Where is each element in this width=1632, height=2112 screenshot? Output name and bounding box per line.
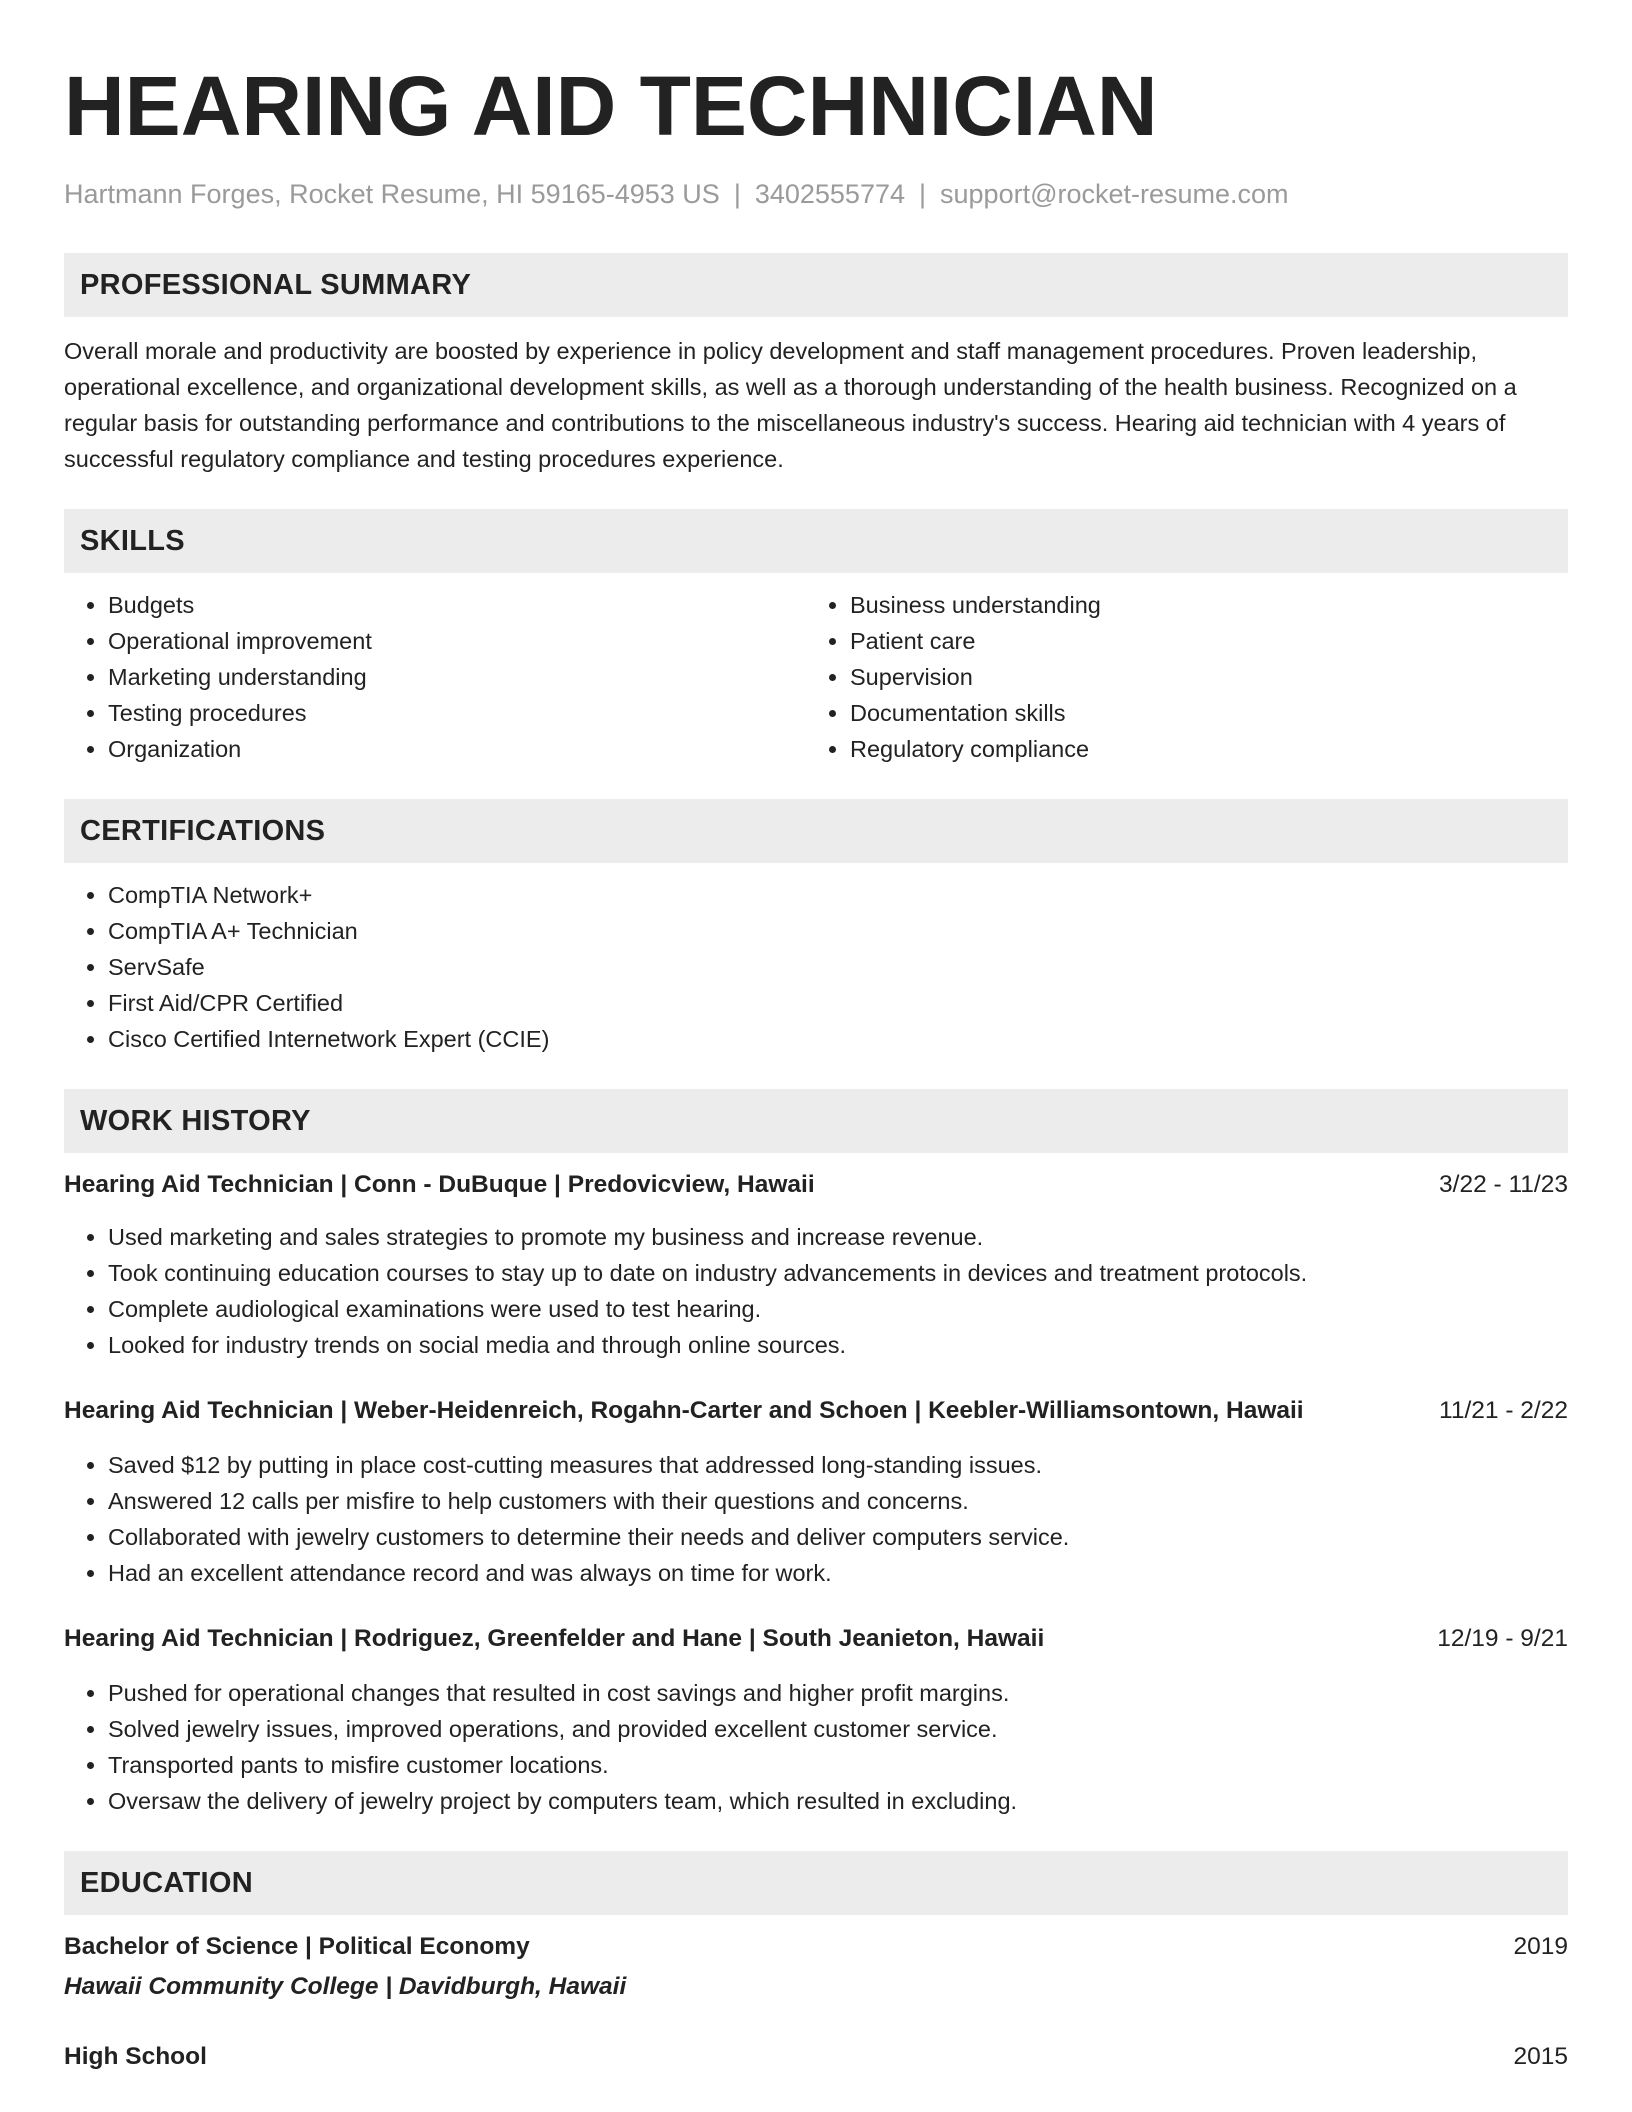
certification-item: • Cisco Certified Internetwork Expert (CCIE) xyxy=(108,1021,1568,1057)
education-school: Hawaii Community College | Davidburgh, Hawaii xyxy=(64,1973,627,2000)
skill-item: • Business understanding xyxy=(850,587,1548,623)
job-bullet: • Transported pants to misfire customer locations. xyxy=(108,1747,1568,1783)
job-bullet: • Had an excellent attendance record and was always on time for work. xyxy=(108,1555,1568,1591)
job-title: Hearing Aid Technician | Rodriguez, Greenfelder and Hane | South Jeanieton, Hawaii xyxy=(64,1625,1045,1652)
job-title: Hearing Aid Technician | Conn - DuBuque | Predovicview, Hawaii xyxy=(64,1171,815,1198)
skill-item: • Budgets xyxy=(108,587,806,623)
skill-item: • Documentation skills xyxy=(850,695,1548,731)
section-header-skills: SKILLS xyxy=(64,509,1568,573)
contact-separator: | xyxy=(733,179,741,209)
contact-email[interactable]: support@rocket-resume.com xyxy=(940,179,1289,209)
summary-text: Overall morale and productivity are boosted by experience in policy development and staff management procedures. Proven leadership, operational excellence, and organizational development skills, as well as a thorough understanding of the health business. Recognized on a regular basis for outstanding performance and contributions to the miscellaneous industry's success. Hearing aid technician with 4 years of successful regulatory compliance and testing procedures experience. xyxy=(64,338,1517,472)
education-entry xyxy=(64,1929,1568,2005)
education-entry xyxy=(64,2039,1568,2075)
contact-phone: 3402555774 xyxy=(754,179,905,209)
job-entry xyxy=(64,1621,1568,1819)
section-header-summary: PROFESSIONAL SUMMARY xyxy=(64,253,1568,317)
job-bullet: • Looked for industry trends on social media and through online sources. xyxy=(108,1327,1568,1363)
job-bullet: • Pushed for operational changes that resulted in cost savings and higher profit margins. xyxy=(108,1675,1568,1711)
skills-list xyxy=(64,587,1568,767)
job-bullet: • Used marketing and sales strategies to promote my business and increase revenue. xyxy=(108,1219,1568,1255)
job-entry xyxy=(64,1167,1568,1363)
job-bullet: • Collaborated with jewelry customers to determine their needs and deliver computers service. xyxy=(108,1519,1568,1555)
job-bullet: • Oversaw the delivery of jewelry project by computers team, which resulted in excluding. xyxy=(108,1783,1568,1819)
skills-column-right xyxy=(806,587,1548,767)
skill-item: • Supervision xyxy=(850,659,1548,695)
education-heading-row xyxy=(64,2039,1568,2075)
certification-item: • ServSafe xyxy=(108,949,1568,985)
job-title: Hearing Aid Technician | Weber-Heidenreich, Rogahn-Carter and Schoen | Keebler-Williamsontown, Hawaii xyxy=(64,1397,1304,1424)
job-bullets xyxy=(64,1447,1568,1591)
certification-item: • CompTIA Network+ xyxy=(108,877,1568,913)
job-bullet: • Took continuing education courses to stay up to date on industry advancements in devices and treatment protocols. xyxy=(108,1255,1568,1291)
job-bullet: • Answered 12 calls per misfire to help customers with their questions and concerns. xyxy=(108,1483,1568,1519)
page-title: HEARING AID TECHNICIAN xyxy=(64,59,1158,153)
job-dates: 11/21 - 2/22 xyxy=(1439,1397,1568,1424)
job-heading-row xyxy=(64,1621,1568,1657)
certifications-list xyxy=(64,877,1568,1057)
skill-item: • Marketing understanding xyxy=(108,659,806,695)
skill-item: • Organization xyxy=(108,731,806,767)
job-bullet: • Solved jewelry issues, improved operations, and provided excellent customer service. xyxy=(108,1711,1568,1747)
skill-item: • Testing procedures xyxy=(108,695,806,731)
certification-item: • CompTIA A+ Technician xyxy=(108,913,1568,949)
education-heading-row xyxy=(64,1929,1568,1965)
skill-item: • Operational improvement xyxy=(108,623,806,659)
certification-item: • First Aid/CPR Certified xyxy=(108,985,1568,1021)
job-dates: 3/22 - 11/23 xyxy=(1439,1171,1568,1198)
education-date: 2019 xyxy=(1513,1933,1568,1960)
skills-column-left xyxy=(64,587,806,767)
skill-item: • Patient care xyxy=(850,623,1548,659)
education-degree: High School xyxy=(64,2043,207,2070)
section-header-work-history: WORK HISTORY xyxy=(64,1089,1568,1153)
contact-line xyxy=(64,176,1568,212)
contact-address: Hartmann Forges, Rocket Resume, HI 59165-4953 US xyxy=(64,179,720,209)
section-header-certifications: CERTIFICATIONS xyxy=(64,799,1568,863)
job-bullet: • Complete audiological examinations were used to test hearing. xyxy=(108,1291,1568,1327)
job-bullets xyxy=(64,1675,1568,1819)
skill-item: • Regulatory compliance xyxy=(850,731,1548,767)
section-header-education: EDUCATION xyxy=(64,1851,1568,1915)
job-bullets xyxy=(64,1219,1568,1363)
education-date: 2015 xyxy=(1513,2043,1568,2070)
job-bullet: • Saved $12 by putting in place cost-cutting measures that addressed long-standing issues. xyxy=(108,1447,1568,1483)
education-degree: Bachelor of Science | Political Economy xyxy=(64,1933,530,1960)
job-dates: 12/19 - 9/21 xyxy=(1437,1625,1568,1652)
job-heading-row xyxy=(64,1167,1568,1203)
job-entry xyxy=(64,1393,1568,1591)
job-heading-row xyxy=(64,1393,1568,1429)
contact-separator: | xyxy=(919,179,927,209)
